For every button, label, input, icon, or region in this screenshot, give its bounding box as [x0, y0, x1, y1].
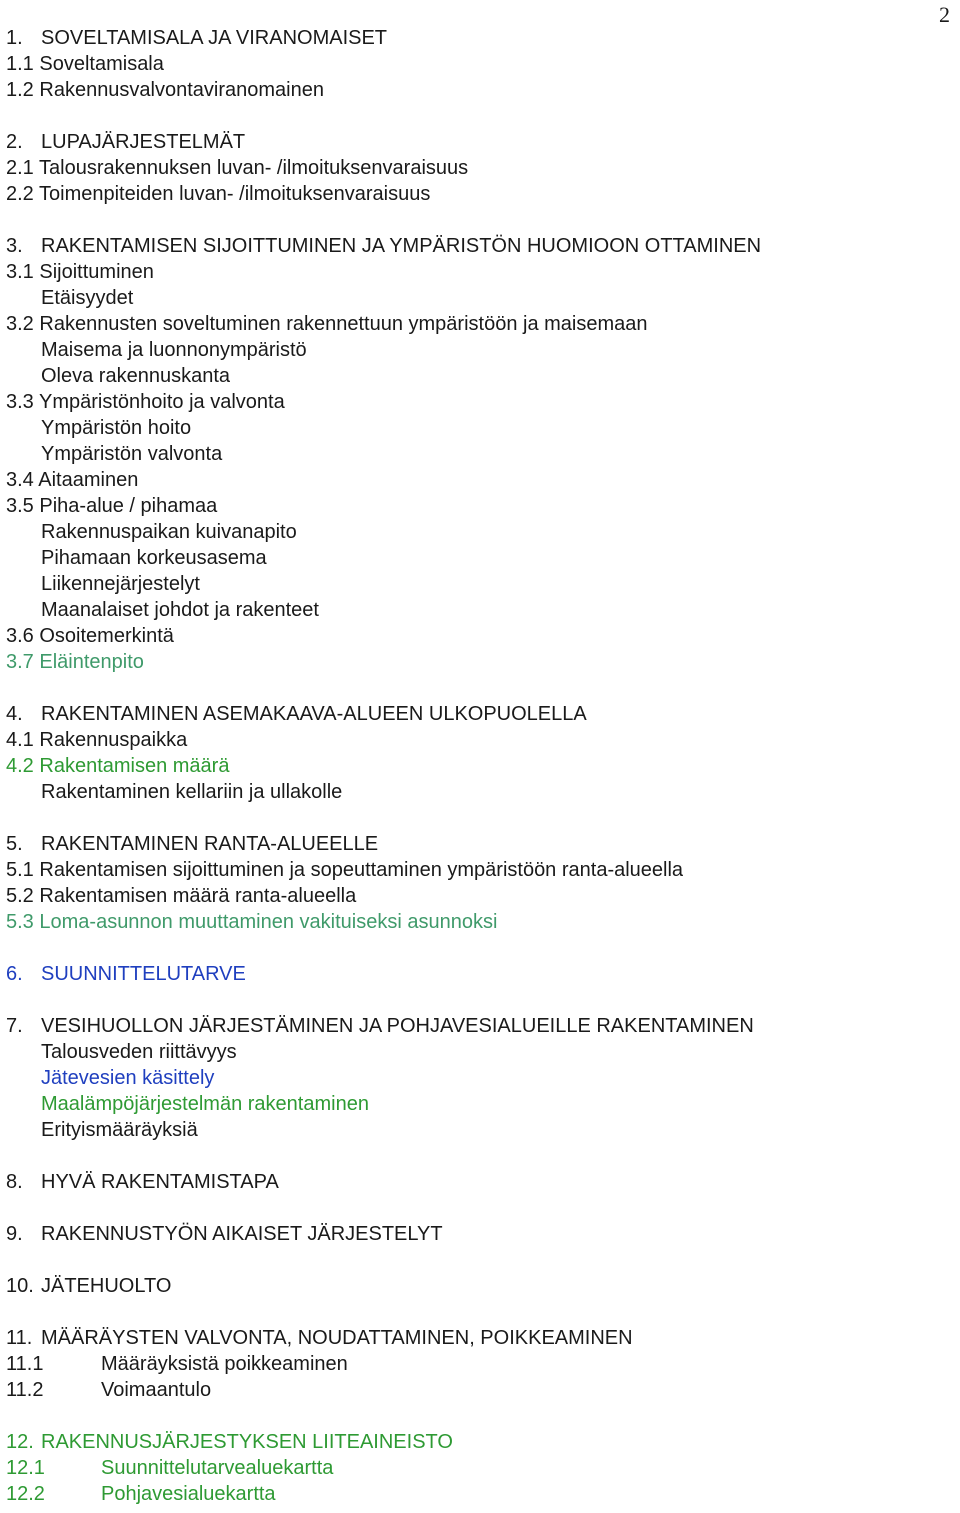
toc-number: 6. — [6, 963, 23, 985]
toc-title: Sijoittuminen — [39, 261, 154, 283]
toc-spacer — [6, 805, 930, 831]
toc-subentry-kuivanapito[interactable] — [6, 519, 930, 545]
toc-section-10[interactable] — [6, 1273, 930, 1299]
toc-spacer — [6, 1195, 930, 1221]
toc-entry-3-7[interactable] — [6, 649, 930, 675]
toc-entry-5-3[interactable] — [6, 909, 930, 935]
toc-number: 3.2 — [6, 313, 34, 335]
toc-entry-11-1[interactable] — [6, 1351, 930, 1377]
toc-title: Suunnittelutarvealuekartta — [101, 1457, 334, 1479]
toc-section-4[interactable] — [6, 701, 930, 727]
toc-title: JÄTEHUOLTO — [41, 1275, 172, 1297]
toc-spacer — [6, 207, 930, 233]
toc-title: Rakentamisen sijoittuminen ja sopeuttaminen ympäristöön ranta-alueella — [39, 859, 684, 881]
toc-title: Rakennuspaikka — [39, 729, 188, 751]
toc-title: Soveltamisala — [39, 53, 164, 75]
toc-entry-5-2[interactable] — [6, 883, 930, 909]
toc-section-7[interactable] — [6, 1013, 930, 1039]
toc-number: 3. — [6, 235, 23, 257]
toc-subentry-rakennuskanta[interactable] — [6, 363, 930, 389]
page-number: 2 — [939, 2, 950, 27]
toc-title: Toimenpiteiden luvan- /ilmoituksenvaraisuus — [39, 183, 431, 205]
toc-section-6[interactable] — [6, 961, 930, 987]
toc-title: Rakentaminen kellariin ja ullakolle — [41, 781, 343, 803]
toc-number: 11.1 — [6, 1353, 44, 1375]
toc-number: 2. — [6, 131, 23, 153]
toc-number: 7. — [6, 1015, 23, 1037]
toc-entry-3-6[interactable] — [6, 623, 930, 649]
toc-number: 12.1 — [6, 1457, 45, 1479]
toc-section-11[interactable] — [6, 1325, 930, 1351]
toc-number: 3.6 — [6, 625, 34, 647]
toc-subentry-kellari-ullakko[interactable] — [6, 779, 930, 805]
toc-title: HYVÄ RAKENTAMISTAPA — [41, 1171, 279, 1193]
toc-number: 4.1 — [6, 729, 34, 751]
toc-number: 3.4 — [6, 469, 34, 491]
toc-title: Rakentamisen määrä — [39, 755, 230, 777]
toc-title: Voimaantulo — [101, 1379, 212, 1401]
toc-subentry-korkeusasema[interactable] — [6, 545, 930, 571]
toc-title: Talousrakennuksen luvan- /ilmoituksenvaraisuus — [39, 157, 469, 179]
toc-section-3[interactable] — [6, 233, 930, 259]
toc-section-5[interactable] — [6, 831, 930, 857]
toc-subentry-maisema[interactable] — [6, 337, 930, 363]
toc-number: 3.5 — [6, 495, 34, 517]
toc-title: Liikennejärjestelyt — [41, 573, 200, 595]
toc-title: Maanalaiset johdot ja rakenteet — [41, 599, 319, 621]
toc-subentry-talousvesi[interactable] — [6, 1039, 930, 1065]
toc-title: SOVELTAMISALA JA VIRANOMAISET — [41, 27, 388, 49]
toc-title: Erityismääräyksiä — [41, 1119, 198, 1141]
toc-subentry-ymparisto-valvonta[interactable] — [6, 441, 930, 467]
toc-number: 2.2 — [6, 183, 34, 205]
toc-entry-12-2[interactable] — [6, 1481, 930, 1507]
toc-number: 5.3 — [6, 911, 34, 933]
toc-title: Rakennuspaikan kuivanapito — [41, 521, 297, 543]
toc-title: Loma-asunnon muuttaminen vakituiseksi asunnoksi — [39, 911, 498, 933]
toc-number: 1. — [6, 27, 23, 49]
toc-number: 2.1 — [6, 157, 34, 179]
toc-number: 3.3 — [6, 391, 34, 413]
toc-title: Pihamaan korkeusasema — [41, 547, 267, 569]
toc-subentry-etaisyydet[interactable] — [6, 285, 930, 311]
toc-entry-3-2[interactable] — [6, 311, 930, 337]
toc-title: Rakennusvalvontaviranomainen — [39, 79, 324, 101]
toc-entry-3-4[interactable] — [6, 467, 930, 493]
toc-title: Jätevesien käsittely — [41, 1067, 215, 1089]
toc-entry-1-2[interactable] — [6, 77, 930, 103]
toc-spacer — [6, 935, 930, 961]
toc-title: RAKENNUSTYÖN AIKAISET JÄRJESTELYT — [41, 1223, 443, 1245]
toc-title: Maalämpöjärjestelmän rakentaminen — [41, 1093, 369, 1115]
toc-entry-4-1[interactable] — [6, 727, 930, 753]
toc-title: Pohjavesialuekartta — [101, 1483, 276, 1505]
toc-number: 8. — [6, 1171, 23, 1193]
toc-section-12[interactable] — [6, 1429, 930, 1455]
toc-title: Piha-alue / pihamaa — [39, 495, 218, 517]
toc-title: Eläintenpito — [39, 651, 144, 673]
toc-entry-2-1[interactable] — [6, 155, 930, 181]
toc-title: Rakentamisen määrä ranta-alueella — [39, 885, 357, 907]
toc-entry-1-1[interactable] — [6, 51, 930, 77]
toc-title: Etäisyydet — [41, 287, 134, 309]
toc-number: 4.2 — [6, 755, 34, 777]
toc-section-1[interactable] — [6, 25, 930, 51]
toc-title: LUPAJÄRJESTELMÄT — [41, 131, 246, 153]
toc-title: Ympäristönhoito ja valvonta — [39, 391, 285, 413]
toc-number: 5.1 — [6, 859, 34, 881]
toc-subentry-erityismaaraykset[interactable] — [6, 1117, 930, 1143]
toc-number: 1.2 — [6, 79, 34, 101]
toc-title: RAKENNUSJÄRJESTYKSEN LIITEAINEISTO — [41, 1431, 453, 1453]
table-of-contents — [6, 25, 930, 1507]
toc-title: RAKENTAMINEN ASEMAKAAVA-ALUEEN ULKOPUOLELLA — [41, 703, 587, 725]
toc-entry-11-2[interactable] — [6, 1377, 930, 1403]
toc-title: RAKENTAMINEN RANTA-ALUEELLE — [41, 833, 379, 855]
toc-title: SUUNNITTELUTARVE — [41, 963, 246, 985]
toc-title: MÄÄRÄYSTEN VALVONTA, NOUDATTAMINEN, POIKKEAMINEN — [41, 1327, 633, 1349]
toc-number: 10. — [6, 1275, 34, 1297]
toc-entry-2-2[interactable] — [6, 181, 930, 207]
toc-title: Rakennusten soveltuminen rakennettuun ympäristöön ja maisemaan — [39, 313, 648, 335]
toc-number: 12. — [6, 1431, 34, 1453]
toc-title: VESIHUOLLON JÄRJESTÄMINEN JA POHJAVESIALUEILLE RAKENTAMINEN — [41, 1015, 754, 1037]
toc-number: 3.1 — [6, 261, 34, 283]
toc-entry-3-5[interactable] — [6, 493, 930, 519]
toc-subentry-maalampo[interactable] — [6, 1091, 930, 1117]
toc-title: Maisema ja luonnonympäristö — [41, 339, 307, 361]
toc-section-9[interactable] — [6, 1221, 930, 1247]
toc-number: 11. — [6, 1327, 33, 1349]
toc-spacer — [6, 103, 930, 129]
toc-entry-3-1[interactable] — [6, 259, 930, 285]
toc-number: 12.2 — [6, 1483, 45, 1505]
toc-number: 5.2 — [6, 885, 34, 907]
toc-number: 1.1 — [6, 53, 34, 75]
toc-spacer — [6, 1143, 930, 1169]
toc-spacer — [6, 1403, 930, 1429]
toc-entry-4-2[interactable] — [6, 753, 930, 779]
toc-spacer — [6, 1247, 930, 1273]
toc-section-2[interactable] — [6, 129, 930, 155]
toc-title: Talousveden riittävyys — [41, 1041, 237, 1063]
toc-subentry-jatevedet[interactable] — [6, 1065, 930, 1091]
toc-title: Ympäristön valvonta — [41, 443, 223, 465]
toc-title: Oleva rakennuskanta — [41, 365, 231, 387]
toc-entry-5-1[interactable] — [6, 857, 930, 883]
toc-spacer — [6, 1299, 930, 1325]
toc-number: 9. — [6, 1223, 23, 1245]
toc-spacer — [6, 675, 930, 701]
toc-title: Määräyksistä poikkeaminen — [101, 1353, 348, 1375]
toc-entry-12-1[interactable] — [6, 1455, 930, 1481]
toc-title: Ympäristön hoito — [41, 417, 192, 439]
toc-subentry-ymparisto-hoito[interactable] — [6, 415, 930, 441]
toc-number: 3.7 — [6, 651, 34, 673]
toc-subentry-liikennejarjestelyt[interactable] — [6, 571, 930, 597]
toc-number: 11.2 — [6, 1379, 44, 1401]
toc-number: 5. — [6, 833, 23, 855]
toc-title: RAKENTAMISEN SIJOITTUMINEN JA YMPÄRISTÖN HUOMIOON OTTAMINEN — [41, 235, 762, 257]
toc-spacer — [6, 987, 930, 1013]
toc-number: 4. — [6, 703, 23, 725]
toc-section-8[interactable] — [6, 1169, 930, 1195]
toc-subentry-maanalaiset[interactable] — [6, 597, 930, 623]
toc-entry-3-3[interactable] — [6, 389, 930, 415]
toc-title: Osoitemerkintä — [39, 625, 174, 647]
toc-title: Aitaaminen — [38, 469, 139, 491]
